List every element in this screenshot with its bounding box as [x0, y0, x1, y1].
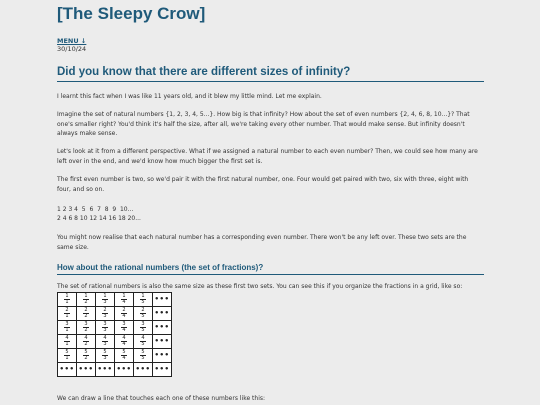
ellipsis-cell: •••: [96, 363, 115, 377]
fraction: [83, 350, 88, 361]
fraction-cell: [96, 335, 115, 349]
fraction-cell: [96, 293, 115, 307]
fraction-cell: [96, 321, 115, 335]
fraction: [102, 336, 107, 347]
menu-link[interactable]: MENU ↓: [57, 37, 87, 45]
fraction-grid-row: [58, 293, 172, 307]
fraction-denominator: 3: [103, 355, 107, 361]
fraction-numerator: 5: [65, 349, 69, 355]
fraction-numerator: 5: [103, 349, 107, 355]
fraction-cell: [134, 293, 153, 307]
fraction-numerator: 4: [103, 335, 107, 341]
fraction-denominator: 2: [84, 299, 88, 305]
fraction: [83, 308, 88, 319]
fraction: [83, 336, 88, 347]
fraction-cell: [134, 335, 153, 349]
fraction-grid-row: [58, 307, 172, 321]
fraction-numerator: 4: [122, 335, 126, 341]
paragraph-perspective: Let's look at it from a different perspective. What if we assigned a natural number to each even number? Then, we could see how many are left over in the end, and we'd know how much bigger the first set is.: [57, 148, 478, 165]
fraction: [102, 322, 107, 333]
fraction-numerator: 3: [84, 321, 88, 327]
fraction-cell: [96, 349, 115, 363]
fraction-denominator: 2: [84, 313, 88, 319]
fraction-denominator: 4: [122, 313, 126, 319]
fraction-grid-row: [58, 335, 172, 349]
fraction-cell: [115, 293, 134, 307]
fraction-numerator: 2: [84, 307, 88, 313]
fraction-denominator: 1: [65, 341, 69, 347]
fraction-cell: [115, 335, 134, 349]
paragraph-intro: I learnt this fact when I was like 11 years old, and it blew my little mind. Let me explain.: [57, 93, 322, 100]
fraction: [64, 308, 69, 319]
fraction-denominator: 5: [141, 313, 145, 319]
fraction-numerator: 5: [141, 349, 145, 355]
fraction-cell: [96, 307, 115, 321]
ellipsis-cell: •••: [134, 363, 153, 377]
fraction-numerator: 3: [141, 321, 145, 327]
fraction: [83, 322, 88, 333]
fraction-numerator: 4: [141, 335, 145, 341]
post-title: Did you know that there are different sizes of infinity?: [57, 66, 484, 82]
paragraph-draw-line: We can draw a line that touches each one of these numbers like this:: [57, 395, 266, 402]
fraction-denominator: 3: [103, 299, 107, 305]
fraction-grid: [57, 292, 172, 377]
fraction-denominator: 2: [84, 341, 88, 347]
fraction-cell: [58, 293, 77, 307]
fraction: [121, 294, 126, 305]
ellipsis-cell: •••: [153, 321, 172, 335]
fraction: [140, 322, 145, 333]
fraction-cell: [77, 293, 96, 307]
fraction-denominator: 5: [141, 327, 145, 333]
fraction: [102, 350, 107, 361]
fraction-numerator: 1: [65, 293, 69, 299]
fraction-numerator: 1: [122, 293, 126, 299]
fraction: [121, 308, 126, 319]
fraction-cell: [58, 307, 77, 321]
ellipsis-cell: •••: [115, 363, 134, 377]
fraction-numerator: 2: [65, 307, 69, 313]
fraction-numerator: 3: [122, 321, 126, 327]
ellipsis-cell: •••: [153, 307, 172, 321]
fraction-denominator: 5: [141, 341, 145, 347]
ellipsis-cell: •••: [77, 363, 96, 377]
fraction-numerator: 2: [122, 307, 126, 313]
fraction-denominator: 3: [103, 327, 107, 333]
fraction-cell: [115, 307, 134, 321]
fraction: [102, 308, 107, 319]
ellipsis-cell: •••: [153, 335, 172, 349]
paragraph-natural-vs-even: Imagine the set of natural numbers {1, 2, 3, 4, 5...}. How big is that infinity? How about the set of even numbers {2, 4, 6, 8, 10...}? That one's smaller right? You'd think it's half the size, after all, we're taking every other number. That would make sense. But infinity doesn't always make sense.: [57, 111, 470, 137]
fraction-cell: [77, 307, 96, 321]
post-date: 30/10/24: [57, 45, 87, 53]
fraction-cell: [58, 349, 77, 363]
fraction: [64, 350, 69, 361]
fraction-numerator: 3: [103, 321, 107, 327]
site-title[interactable]: [The Sleepy Crow]: [57, 4, 206, 23]
fraction-cell: [77, 335, 96, 349]
ellipsis-cell: •••: [153, 349, 172, 363]
fraction-denominator: 1: [65, 355, 69, 361]
fraction-numerator: 5: [84, 349, 88, 355]
fraction: [64, 336, 69, 347]
paragraph-same-size: You might now realise that each natural number has a corresponding even number. There won't be any left over. These two sets are the same size.: [57, 234, 467, 251]
fraction-cell: [58, 321, 77, 335]
fraction: [83, 294, 88, 305]
fraction-grid-row: [58, 349, 172, 363]
fraction-cell: [134, 349, 153, 363]
fraction: [140, 336, 145, 347]
fraction: [140, 294, 145, 305]
fraction-grid-row: [58, 363, 172, 377]
ellipsis-cell: •••: [58, 363, 77, 377]
naturals-line: 1 2 3 4 5 6 7 8 9 10...: [57, 206, 134, 213]
ellipsis-cell: •••: [153, 293, 172, 307]
fraction: [102, 294, 107, 305]
fraction-denominator: 1: [65, 327, 69, 333]
fraction-numerator: 2: [141, 307, 145, 313]
fraction: [121, 322, 126, 333]
fraction-numerator: 2: [103, 307, 107, 313]
fraction-numerator: 1: [84, 293, 88, 299]
fraction-cell: [134, 321, 153, 335]
fraction-numerator: 4: [84, 335, 88, 341]
fraction-numerator: 1: [103, 293, 107, 299]
paragraph-pairing: The first even number is two, so we'd pair it with the first natural number, one. Four would get paired with two, six with three, eight with four, and so on.: [57, 176, 469, 193]
fraction-grid-row: [58, 321, 172, 335]
paragraph-rationals: The set of rational numbers is also the same size as these first two sets. You can see this if you organize the fractions in a grid, like so:: [57, 283, 463, 290]
fraction: [121, 336, 126, 347]
fraction-denominator: 3: [103, 313, 107, 319]
ellipsis-cell: •••: [153, 363, 172, 377]
fraction-numerator: 3: [65, 321, 69, 327]
fraction: [140, 350, 145, 361]
fraction-denominator: 1: [65, 299, 69, 305]
fraction: [140, 308, 145, 319]
rationals-subheading: How about the rational numbers (the set of fractions)?: [57, 263, 484, 275]
fraction: [64, 322, 69, 333]
fraction-denominator: 3: [103, 341, 107, 347]
fraction-denominator: 2: [84, 355, 88, 361]
fraction-cell: [77, 321, 96, 335]
fraction-cell: [134, 307, 153, 321]
fraction-denominator: 4: [122, 299, 126, 305]
evens-line: 2 4 6 8 10 12 14 16 18 20...: [57, 215, 141, 222]
fraction-numerator: 1: [141, 293, 145, 299]
fraction-denominator: 5: [141, 355, 145, 361]
fraction-denominator: 1: [65, 313, 69, 319]
fraction: [64, 294, 69, 305]
fraction-denominator: 5: [141, 299, 145, 305]
fraction-numerator: 5: [122, 349, 126, 355]
fraction-cell: [115, 349, 134, 363]
fraction-denominator: 4: [122, 341, 126, 347]
fraction-cell: [115, 321, 134, 335]
fraction-numerator: 4: [65, 335, 69, 341]
fraction-cell: [58, 335, 77, 349]
fraction-denominator: 2: [84, 327, 88, 333]
fraction-cell: [77, 349, 96, 363]
fraction: [121, 350, 126, 361]
fraction-denominator: 4: [122, 327, 126, 333]
fraction-denominator: 4: [122, 355, 126, 361]
